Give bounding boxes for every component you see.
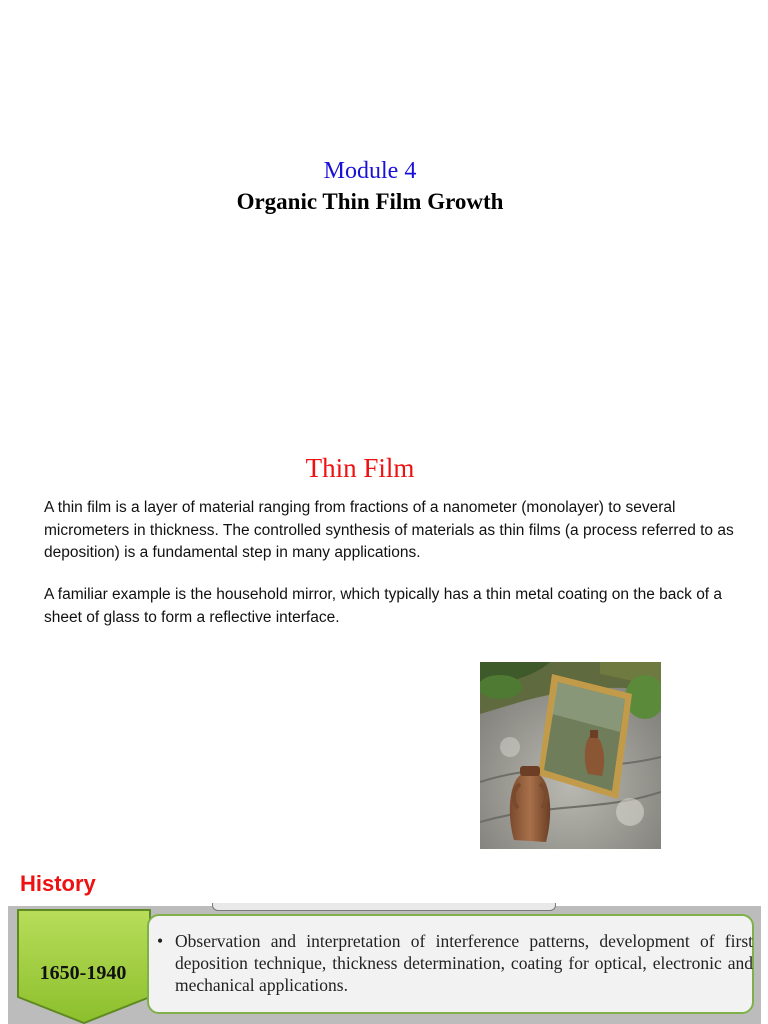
history-period-label: 1650-1940 xyxy=(39,962,127,984)
thin-film-definition-paragraph: A thin film is a layer of material ranging from fractions of a nanometer (monolayer) to several micrometers in thickness. The controlled synthesis of materials as thin films (a process referred to as deposition) is a fundamental step in many applications. xyxy=(44,499,734,561)
mirror-photo-illustration xyxy=(480,662,661,849)
history-item-text: Observation and interpretation of interference patterns, development of first deposition technique, thickness determination, coating for optical, electronic and mechanical applications. xyxy=(175,931,753,995)
module-label: Module 4 xyxy=(323,158,417,184)
timeline-top-tab xyxy=(212,903,556,911)
mirror-photo xyxy=(480,662,661,849)
section-title-thin-film: Thin Film xyxy=(305,453,415,483)
mirror-example-paragraph: A familiar example is the household mirror, which typically has a thin metal coating on the back of a sheet of glass to form a reflective interface. xyxy=(44,586,723,626)
history-description xyxy=(157,930,753,996)
bullet-point: • xyxy=(157,931,164,951)
history-heading: History xyxy=(20,871,96,896)
module-title: Organic Thin Film Growth xyxy=(236,189,504,214)
